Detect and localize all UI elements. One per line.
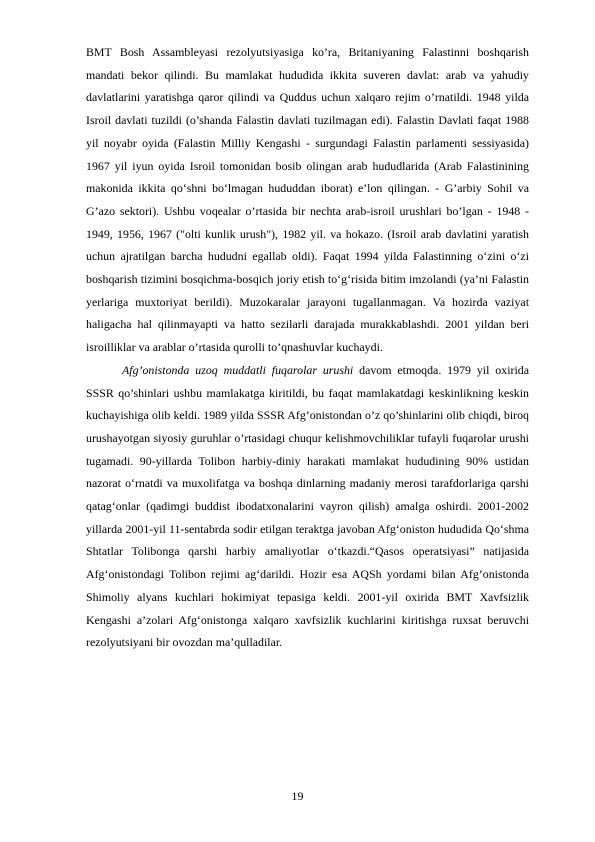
paragraph-afghanistan-body: davom etmoqda. 1979 yil oxirida SSSR qo’shinlari ushbu mamlakatga kiritildi, bu faqat mamlakatdagi keskinlikning keskin kuchayishiga olib keldi. 1989 yilda SSSR Afg’onistondan o’z qo’shinlarini olib chiqdi, biroq urushayotgan siyosiy guruhlar o’rtasidagi chuqur kelishmovchiliklar tufayli fuqarolar urushi tugamadi. 90-yillarda Tolibon harbiy-diniy harakati mamlakat hududining 90% ustidan nazorat o‘rnatdi va muxolifatga va boshqa dinlarning madaniy merosi tarafdorlariga qarshi qatag‘onlar (qadimgi buddist ibodatxonalarini vayron qilish) amalga oshirdi. 2001-2002 yillarda 2001-yil 11-sentabrda sodir etilgan teraktga javoban Afg‘oniston hududida Qo‘shma Shtatlar Tolibonga qarshi harbiy amaliyotlar o‘tkazdi.“Qasos operatsiyasi” natijasida Afg‘onistondagi Tolibon rejimi ag‘darildi. Hozir esa AQSh yordami bilan Afg’onistonda Shimoliy alyans kuchlari hokimiyat tepasiga keldi. 2001-yil oxirida BMT Xavfsizlik Kengashi a’zolari Afg‘onistonga xalqaro xavfsizlik kuchlarini kiritishga ruxsat beruvchi rezolyutsiyani bir ovozdan ma’qulladilar. xyxy=(86,362,529,650)
paragraph-palestine: BMT Bosh Assambleyasi rezolyutsiyasiga ko’ra, Britaniyaning Falastinni boshqarish mandati bekor qilindi. Bu mamlakat hududida ikkita suveren davlat: arab va yahudiy davlatlarini yaratishga qaror qilindi va Quddus uchun xalqaro rejim o’rnatildi. 1948 yilda Isroil davlati tuzildi (o’shanda Falastin davlati tuzilmagan edi). Falastin Davlati faqat 1988 yil noyabr oyida (Falastin Milliy Kengashi - surgundagi Falastin parlamenti sessiyasida) 1967 yil iyun oyida Isroil tomonidan bosib olingan arab hududlarida (Arab Falastinining makonida ikkita qo‘shni bo‘lmagan hududdan iborat) e’lon qilingan. - G’arbiy Sohil va G’azo sektori). Ushbu voqealar o’rtasida bir nechta arab-isroil urushlari bo’lgan - 1948 - 1949, 1956, 1967 ("olti kunlik urush"), 1982 yil. va hokazo. (Isroil arab davlatini yaratish uchun ajratilgan barcha hududni egallab oldi). Faqat 1994 yilda Falastinning o‘zini o‘zi boshqarish tizimini bosqichma-bosqich joriy etish to‘g‘risida bitim imzolandi (ya’ni Falastin yerlariga muxtoriyat berildi). Muzokaralar jarayoni tugallanmagan. Va hozirda vaziyat haligacha hal qilinmayapti va hatto sezilarli darajada murakkablashdi. 2001 yildan beri isroilliklar va arablar o’rtasida qurolli to’qnashuvlar kuchaydi. xyxy=(86,45,529,355)
paragraph-afghanistan-lead: Afg’onistonda uzoq muddatli fuqarolar urushi xyxy=(122,362,354,377)
body-text xyxy=(86,41,529,654)
paragraph-afghanistan xyxy=(86,359,529,654)
page-number: 19 xyxy=(291,789,304,803)
